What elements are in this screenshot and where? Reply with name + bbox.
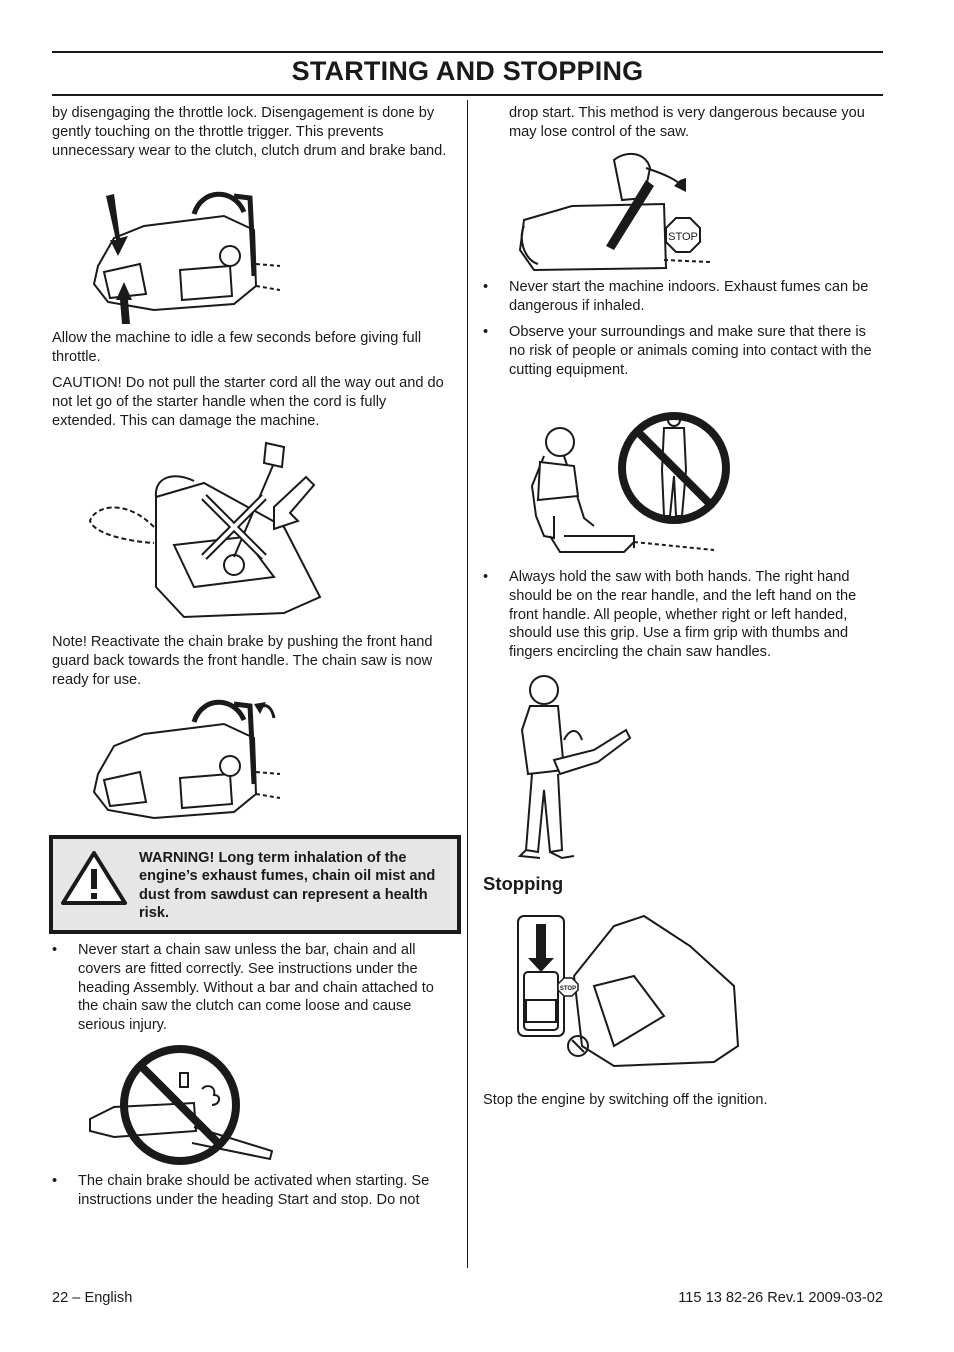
bullet-text: Observe your surroundings and make sure that there is no risk of people or animals coming into contact with the cutting equipment. (509, 324, 872, 378)
footer-page-number: 22 – English (52, 1290, 133, 1306)
header-rule-bottom (52, 94, 883, 96)
bullet-marker: • (52, 942, 58, 958)
paragraph-idle: Allow the machine to idle a few seconds before giving full throttle. (52, 330, 422, 365)
bullet-item-indoors (483, 278, 883, 318)
warning-box (49, 835, 461, 934)
paragraph-stop-engine: Stop the engine by switching off the ignition. (483, 1092, 768, 1108)
bullet-marker: • (483, 324, 489, 340)
bullet-marker: • (483, 279, 489, 295)
bullet-text: Never start a chain saw unless the bar, chain and all covers are fitted correctly. See instructions under the heading Assembly. Without a bar and chain attached to the chain saw the clutch can come loose and cause serious injury. (78, 942, 434, 1034)
paragraph-throttle-lock: by disengaging the throttle lock. Disengagement is done by gently touching on the throttle trigger. This prevents unnecessary wear to the clutch, clutch drum and brake band. (52, 105, 447, 159)
bullet-item-chain-brake (52, 1172, 452, 1212)
bullet-marker: • (52, 1173, 58, 1189)
bullet-item-surroundings (483, 323, 883, 381)
page-title: STARTING AND STOPPING (291, 56, 644, 86)
bullet-item-grip (483, 568, 883, 664)
illustration-chain-brake-reset (84, 694, 284, 830)
bullet-item-assembly (52, 941, 452, 1035)
paragraph-drop-start: drop start. This method is very dangerous because you may lose control of the saw. (509, 105, 865, 140)
paragraph-reactivate-brake: Note! Reactivate the chain brake by pushing the front hand guard back towards the front handle. The chain saw is now ready for use. (52, 634, 433, 688)
bullet-text: Never start the machine indoors. Exhaust fumes can be dangerous if inhaled. (509, 279, 869, 314)
illustration-drop-start-prohibited (514, 150, 714, 274)
bullet-marker: • (483, 569, 489, 585)
paragraph-caution-starter: CAUTION! Do not pull the starter cord all the way out and do not let go of the starter handle when the cord is fully extended. This can damage the machine. (52, 375, 444, 429)
illustration-two-handed-grip (514, 670, 634, 866)
warning-text: WARNING! Long term inhalation of the engine’s exhaust fumes, chain oil mist and dust from sawdust can represent a health risk. (139, 850, 436, 922)
footer-document-id: 115 13 82-26 Rev.1 2009-03-02 (678, 1290, 883, 1306)
illustration-throttle-lock (84, 186, 284, 326)
bullet-text: The chain brake should be activated when starting. Se instructions under the heading Start and stop. Do not (78, 1173, 430, 1208)
stop-sign-label: STOP (668, 231, 698, 243)
illustration-no-bar-prohibited (84, 1043, 284, 1168)
illustration-ignition-switch (514, 906, 740, 1070)
stop-sign-icon (666, 218, 700, 252)
ignition-stop-label: STOP (559, 986, 577, 992)
bullet-text: Always hold the saw with both hands. The right hand should be on the rear handle, and the left hand on the front handle. All people, whether right or left handed, should use this grip. Use a firm grip with thumbs and fingers encircling the chain saw handles. (509, 569, 857, 661)
section-heading-stopping: Stopping (483, 873, 564, 894)
warning-triangle-icon (59, 849, 129, 907)
column-divider (467, 100, 468, 1268)
header-rule-top (52, 51, 883, 53)
illustration-bystander-prohibited (514, 386, 734, 562)
illustration-starter-cord (84, 437, 334, 627)
